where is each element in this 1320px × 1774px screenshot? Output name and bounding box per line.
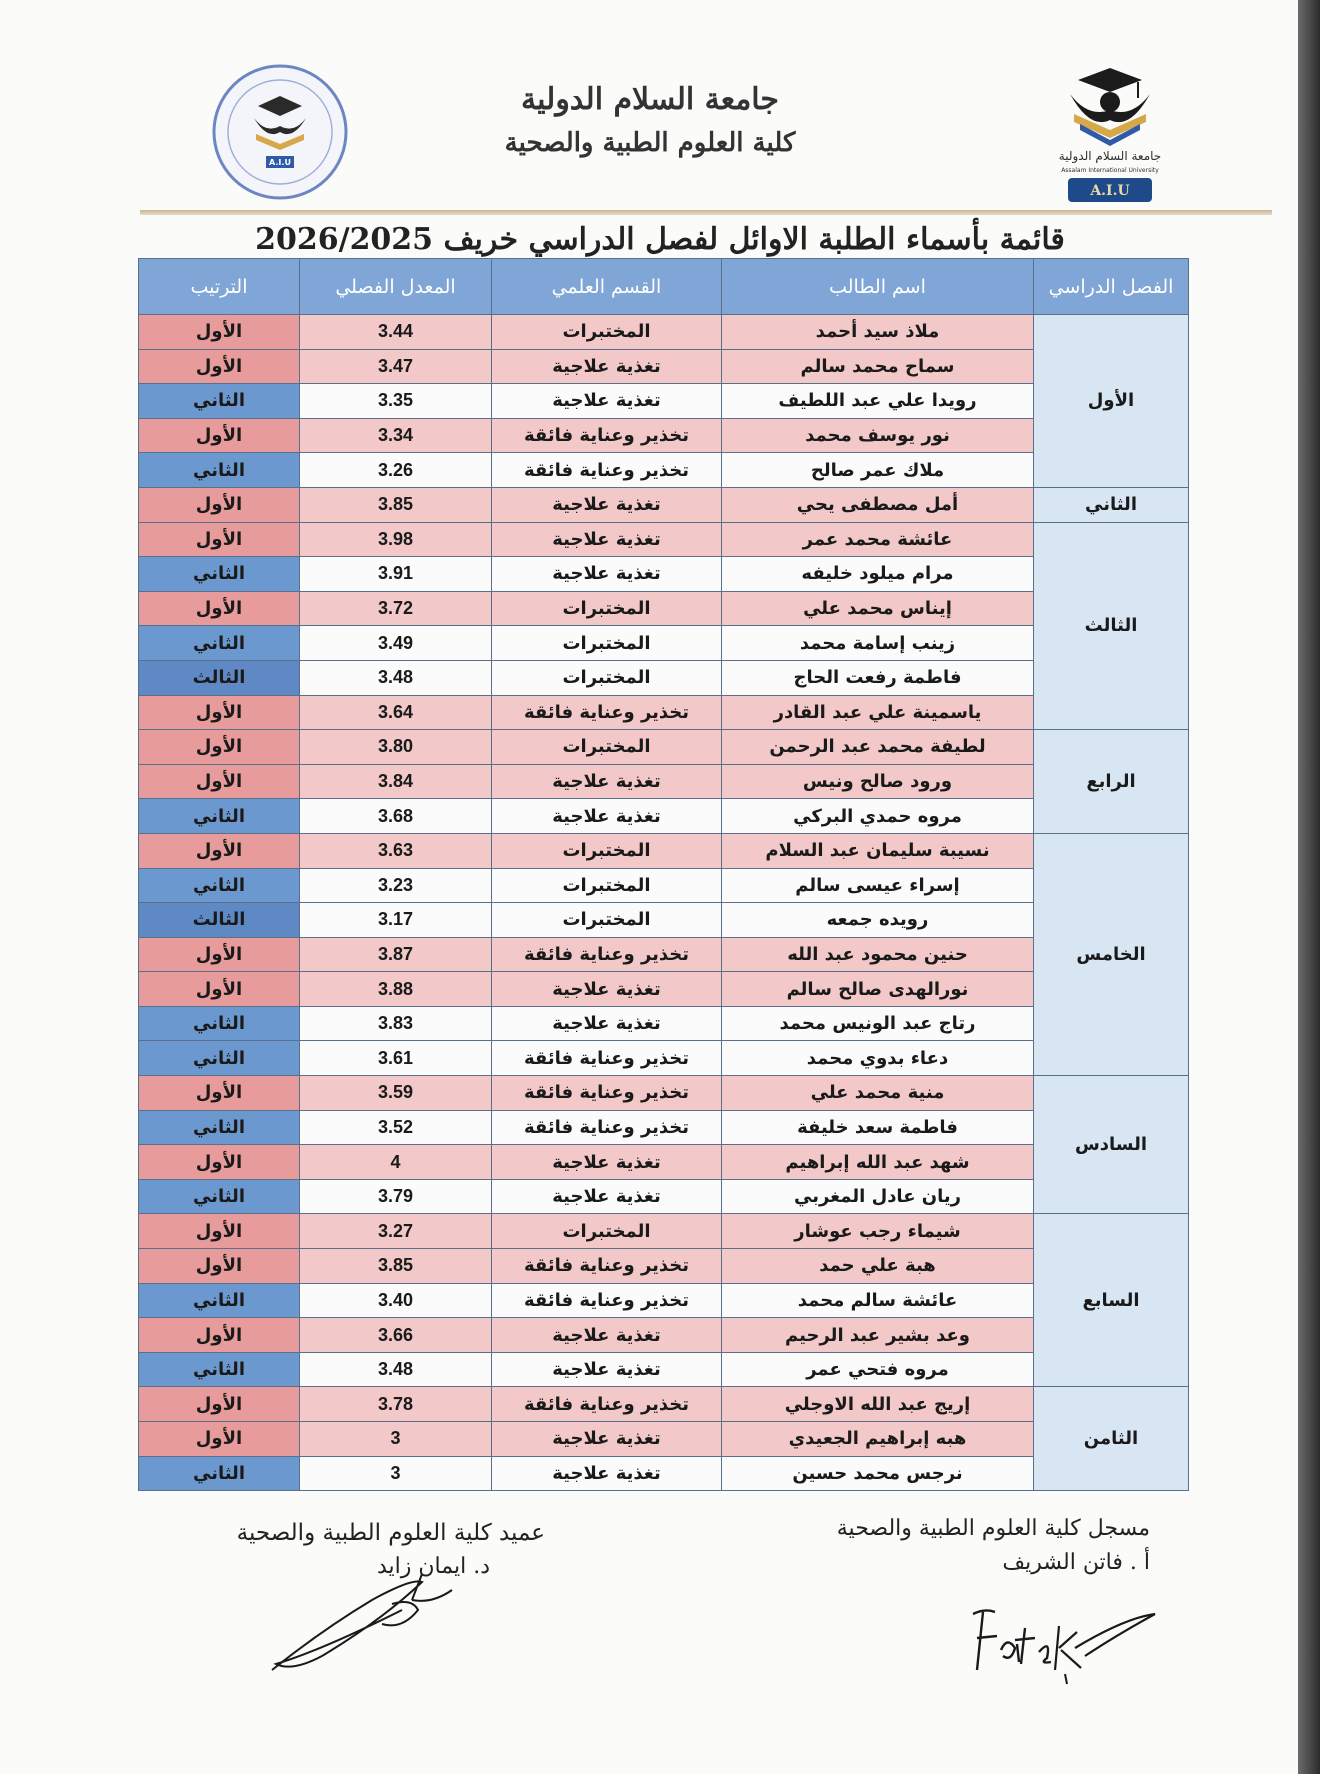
- table-row: [139, 1249, 1189, 1284]
- rank-cell: الأول: [139, 1214, 300, 1249]
- header-department: القسم العلمي: [492, 259, 722, 315]
- faculty-name: كلية العلوم الطبية والصحية: [504, 128, 796, 158]
- gpa-cell: 3.34: [300, 418, 492, 453]
- gpa-cell: 3.59: [300, 1076, 492, 1111]
- department-cell: المختبرات: [492, 1214, 722, 1249]
- faculty-seal: [210, 62, 350, 202]
- gpa-cell: 3.61: [300, 1041, 492, 1076]
- table-row: [139, 1283, 1189, 1318]
- student-name-cell: رويدا علي عبد اللطيف: [722, 384, 1034, 419]
- right-logo-english: Assalam International University: [1061, 167, 1159, 174]
- department-cell: تغذية علاجية: [492, 799, 722, 834]
- gpa-cell: 3.27: [300, 1214, 492, 1249]
- department-cell: تغذية علاجية: [492, 522, 722, 557]
- semester-cell: الثاني: [1034, 487, 1189, 522]
- student-name-cell: رتاج عبد الونيس محمد: [722, 1006, 1034, 1041]
- department-cell: تخذير وعناية فائقة: [492, 1387, 722, 1422]
- gpa-cell: 3.85: [300, 1249, 492, 1284]
- table-row: [139, 418, 1189, 453]
- department-cell: تغذية علاجية: [492, 1422, 722, 1457]
- semester-cell: السابع: [1034, 1214, 1189, 1387]
- table-row: [139, 1352, 1189, 1387]
- right-logo-abbr: A.I.U: [1090, 183, 1130, 199]
- rank-cell: الأول: [139, 695, 300, 730]
- student-name-cell: رويده جمعه: [722, 903, 1034, 938]
- table-row: [139, 799, 1189, 834]
- table-row: [139, 1214, 1189, 1249]
- department-cell: المختبرات: [492, 833, 722, 868]
- dean-name: د. ايمان زايد: [377, 1554, 490, 1579]
- university-logo-right: [1040, 60, 1180, 208]
- student-name-cell: لطيفة محمد عبد الرحمن: [722, 730, 1034, 765]
- department-cell: تخذير وعناية فائقة: [492, 1110, 722, 1145]
- registrar-name: أ . فاتن الشريف: [1002, 1550, 1150, 1575]
- table-row: [139, 1179, 1189, 1214]
- rank-cell: الثاني: [139, 799, 300, 834]
- gpa-cell: 3.85: [300, 487, 492, 522]
- table-row: [139, 972, 1189, 1007]
- header-student-name: اسم الطالب: [722, 259, 1034, 315]
- gpa-cell: 3.88: [300, 972, 492, 1007]
- student-name-cell: شهد عبد الله إبراهيم: [722, 1145, 1034, 1180]
- student-name-cell: عائشة محمد عمر: [722, 522, 1034, 557]
- department-cell: تغذية علاجية: [492, 384, 722, 419]
- table-header-row: [139, 259, 1189, 315]
- rank-cell: الثاني: [139, 384, 300, 419]
- table-row: [139, 1318, 1189, 1353]
- rank-cell: الثاني: [139, 1456, 300, 1491]
- student-name-cell: مروه فتحي عمر: [722, 1352, 1034, 1387]
- student-name-cell: فاطمة رفعت الحاج: [722, 660, 1034, 695]
- department-cell: تغذية علاجية: [492, 1145, 722, 1180]
- rank-cell: الأول: [139, 937, 300, 972]
- department-cell: تخذير وعناية فائقة: [492, 1041, 722, 1076]
- student-name-cell: أمل مصطفى يحي: [722, 487, 1034, 522]
- student-name-cell: مرام ميلود خليفه: [722, 557, 1034, 592]
- student-name-cell: دعاء بدوي محمد: [722, 1041, 1034, 1076]
- department-cell: المختبرات: [492, 660, 722, 695]
- gpa-cell: 3.83: [300, 1006, 492, 1041]
- rank-cell: الأول: [139, 315, 300, 350]
- table-row: [139, 591, 1189, 626]
- table-row: [139, 1076, 1189, 1111]
- table-row: [139, 384, 1189, 419]
- student-name-cell: مروه حمدي البركي: [722, 799, 1034, 834]
- table-row: [139, 833, 1189, 868]
- student-name-cell: نورالهدى صالح سالم: [722, 972, 1034, 1007]
- gpa-cell: 3.48: [300, 1352, 492, 1387]
- gpa-cell: 4: [300, 1145, 492, 1180]
- gpa-cell: 3.98: [300, 522, 492, 557]
- department-cell: تغذية علاجية: [492, 1352, 722, 1387]
- department-cell: المختبرات: [492, 730, 722, 765]
- rank-cell: الثاني: [139, 1041, 300, 1076]
- gpa-cell: 3.84: [300, 764, 492, 799]
- header-divider: [140, 210, 1272, 215]
- gpa-cell: 3.23: [300, 868, 492, 903]
- department-cell: تغذية علاجية: [492, 1179, 722, 1214]
- registrar-signature: [955, 1578, 1175, 1688]
- rank-cell: الأول: [139, 1422, 300, 1457]
- semester-cell: الرابع: [1034, 730, 1189, 834]
- department-cell: تغذية علاجية: [492, 1318, 722, 1353]
- semester-cell: الثامن: [1034, 1387, 1189, 1491]
- table-row: [139, 315, 1189, 350]
- table-row: [139, 660, 1189, 695]
- rank-cell: الثاني: [139, 453, 300, 488]
- student-name-cell: إيناس محمد علي: [722, 591, 1034, 626]
- rank-cell: الثاني: [139, 868, 300, 903]
- table-row: [139, 730, 1189, 765]
- gpa-cell: 3.47: [300, 349, 492, 384]
- gpa-cell: 3.64: [300, 695, 492, 730]
- rank-cell: الأول: [139, 972, 300, 1007]
- rank-cell: الثالث: [139, 660, 300, 695]
- student-name-cell: فاطمة سعد خليفة: [722, 1110, 1034, 1145]
- letterhead: [0, 0, 1298, 200]
- rank-cell: الأول: [139, 833, 300, 868]
- department-cell: تغذية علاجية: [492, 972, 722, 1007]
- gpa-cell: 3.17: [300, 903, 492, 938]
- gpa-cell: 3.80: [300, 730, 492, 765]
- semester-cell: الثالث: [1034, 522, 1189, 730]
- rank-cell: الثاني: [139, 1179, 300, 1214]
- gpa-cell: 3.66: [300, 1318, 492, 1353]
- semester-cell: الأول: [1034, 315, 1189, 488]
- table-row: [139, 522, 1189, 557]
- gpa-cell: 3.72: [300, 591, 492, 626]
- rank-cell: الأول: [139, 591, 300, 626]
- student-name-cell: إريج عبد الله الاوجلي: [722, 1387, 1034, 1422]
- table-row: [139, 1422, 1189, 1457]
- table-row: [139, 868, 1189, 903]
- gpa-cell: 3.40: [300, 1283, 492, 1318]
- rank-cell: الثاني: [139, 626, 300, 661]
- registrar-title: مسجل كلية العلوم الطبية والصحية: [836, 1516, 1150, 1541]
- table-body: [139, 315, 1189, 1491]
- gpa-cell: 3: [300, 1422, 492, 1457]
- table-row: [139, 453, 1189, 488]
- top-students-table: [138, 258, 1189, 1491]
- table-row: [139, 1456, 1189, 1491]
- rank-cell: الأول: [139, 1387, 300, 1422]
- gpa-cell: 3.91: [300, 557, 492, 592]
- table-row: [139, 695, 1189, 730]
- student-name-cell: زينب إسامة محمد: [722, 626, 1034, 661]
- gpa-cell: 3.79: [300, 1179, 492, 1214]
- student-name-cell: هبه إبراهيم الجعيدي: [722, 1422, 1034, 1457]
- rank-cell: الأول: [139, 1145, 300, 1180]
- header-gpa: المعدل الفصلي: [300, 259, 492, 315]
- student-name-cell: منية محمد علي: [722, 1076, 1034, 1111]
- table-row: [139, 349, 1189, 384]
- table-row: [139, 1145, 1189, 1180]
- gpa-cell: 3.87: [300, 937, 492, 972]
- student-name-cell: نرجس محمد حسين: [722, 1456, 1034, 1491]
- gpa-cell: 3.49: [300, 626, 492, 661]
- student-name-cell: حنين محمود عبد الله: [722, 937, 1034, 972]
- university-name: جامعة السلام الدولية: [521, 82, 779, 117]
- department-cell: تخذير وعناية فائقة: [492, 1283, 722, 1318]
- table-row: [139, 626, 1189, 661]
- table-row: [139, 937, 1189, 972]
- table-row: [139, 1041, 1189, 1076]
- department-cell: تغذية علاجية: [492, 764, 722, 799]
- table-row: [139, 487, 1189, 522]
- student-name-cell: ورود صالح ونيس: [722, 764, 1034, 799]
- document-title: قائمة بأسماء الطلبة الاوائل لفصل الدراسي خريف 2026/2025: [255, 222, 1065, 257]
- student-name-cell: عائشة سالم محمد: [722, 1283, 1034, 1318]
- gpa-cell: 3: [300, 1456, 492, 1491]
- table-row: [139, 1110, 1189, 1145]
- dean-signature: [262, 1560, 502, 1680]
- student-name-cell: شيماء رجب عوشار: [722, 1214, 1034, 1249]
- student-name-cell: إسراء عيسى سالم: [722, 868, 1034, 903]
- department-cell: المختبرات: [492, 315, 722, 350]
- header-semester: الفصل الدراسي: [1034, 259, 1189, 315]
- department-cell: المختبرات: [492, 626, 722, 661]
- department-cell: تخذير وعناية فائقة: [492, 695, 722, 730]
- rank-cell: الثاني: [139, 557, 300, 592]
- department-cell: المختبرات: [492, 868, 722, 903]
- department-cell: تغذية علاجية: [492, 1006, 722, 1041]
- student-name-cell: سماح محمد سالم: [722, 349, 1034, 384]
- department-cell: تغذية علاجية: [492, 487, 722, 522]
- student-name-cell: ملاك عمر صالح: [722, 453, 1034, 488]
- rank-cell: الثاني: [139, 1110, 300, 1145]
- student-name-cell: نسيبة سليمان عبد السلام: [722, 833, 1034, 868]
- department-cell: تخذير وعناية فائقة: [492, 1076, 722, 1111]
- gpa-cell: 3.63: [300, 833, 492, 868]
- rank-cell: الأول: [139, 522, 300, 557]
- gpa-cell: 3.44: [300, 315, 492, 350]
- rank-cell: الثالث: [139, 903, 300, 938]
- seal-abbr: A.I.U: [269, 158, 291, 167]
- dean-title: عميد كلية العلوم الطبية والصحية: [236, 1520, 545, 1546]
- photo-background-edge: [1298, 0, 1320, 1774]
- rank-cell: الثاني: [139, 1352, 300, 1387]
- gpa-cell: 3.26: [300, 453, 492, 488]
- department-cell: تغذية علاجية: [492, 557, 722, 592]
- student-name-cell: هبة علي حمد: [722, 1249, 1034, 1284]
- department-cell: تغذية علاجية: [492, 349, 722, 384]
- table-row: [139, 764, 1189, 799]
- department-cell: المختبرات: [492, 591, 722, 626]
- gpa-cell: 3.52: [300, 1110, 492, 1145]
- table-row: [139, 1387, 1189, 1422]
- table-row: [139, 1006, 1189, 1041]
- rank-cell: الأول: [139, 349, 300, 384]
- rank-cell: الأول: [139, 487, 300, 522]
- gpa-cell: 3.68: [300, 799, 492, 834]
- department-cell: تغذية علاجية: [492, 1456, 722, 1491]
- student-name-cell: ريان عادل المغربي: [722, 1179, 1034, 1214]
- rank-cell: الأول: [139, 418, 300, 453]
- semester-cell: الخامس: [1034, 833, 1189, 1075]
- rank-cell: الأول: [139, 1249, 300, 1284]
- right-logo-arabic: جامعة السلام الدولية: [1058, 149, 1162, 163]
- table-row: [139, 903, 1189, 938]
- rank-cell: الأول: [139, 1076, 300, 1111]
- table-row: [139, 557, 1189, 592]
- department-cell: المختبرات: [492, 903, 722, 938]
- student-name-cell: نور يوسف محمد: [722, 418, 1034, 453]
- student-name-cell: ياسمينة علي عبد القادر: [722, 695, 1034, 730]
- rank-cell: الثاني: [139, 1283, 300, 1318]
- department-cell: تخذير وعناية فائقة: [492, 1249, 722, 1284]
- student-name-cell: ملاذ سيد أحمد: [722, 315, 1034, 350]
- header-rank: الترتيب: [139, 259, 300, 315]
- department-cell: تخذير وعناية فائقة: [492, 418, 722, 453]
- gpa-cell: 3.48: [300, 660, 492, 695]
- rank-cell: الأول: [139, 730, 300, 765]
- rank-cell: الأول: [139, 764, 300, 799]
- semester-cell: السادس: [1034, 1076, 1189, 1214]
- department-cell: تخذير وعناية فائقة: [492, 453, 722, 488]
- gpa-cell: 3.78: [300, 1387, 492, 1422]
- rank-cell: الأول: [139, 1318, 300, 1353]
- student-name-cell: وعد بشير عبد الرحيم: [722, 1318, 1034, 1353]
- rank-cell: الثاني: [139, 1006, 300, 1041]
- department-cell: تخذير وعناية فائقة: [492, 937, 722, 972]
- gpa-cell: 3.35: [300, 384, 492, 419]
